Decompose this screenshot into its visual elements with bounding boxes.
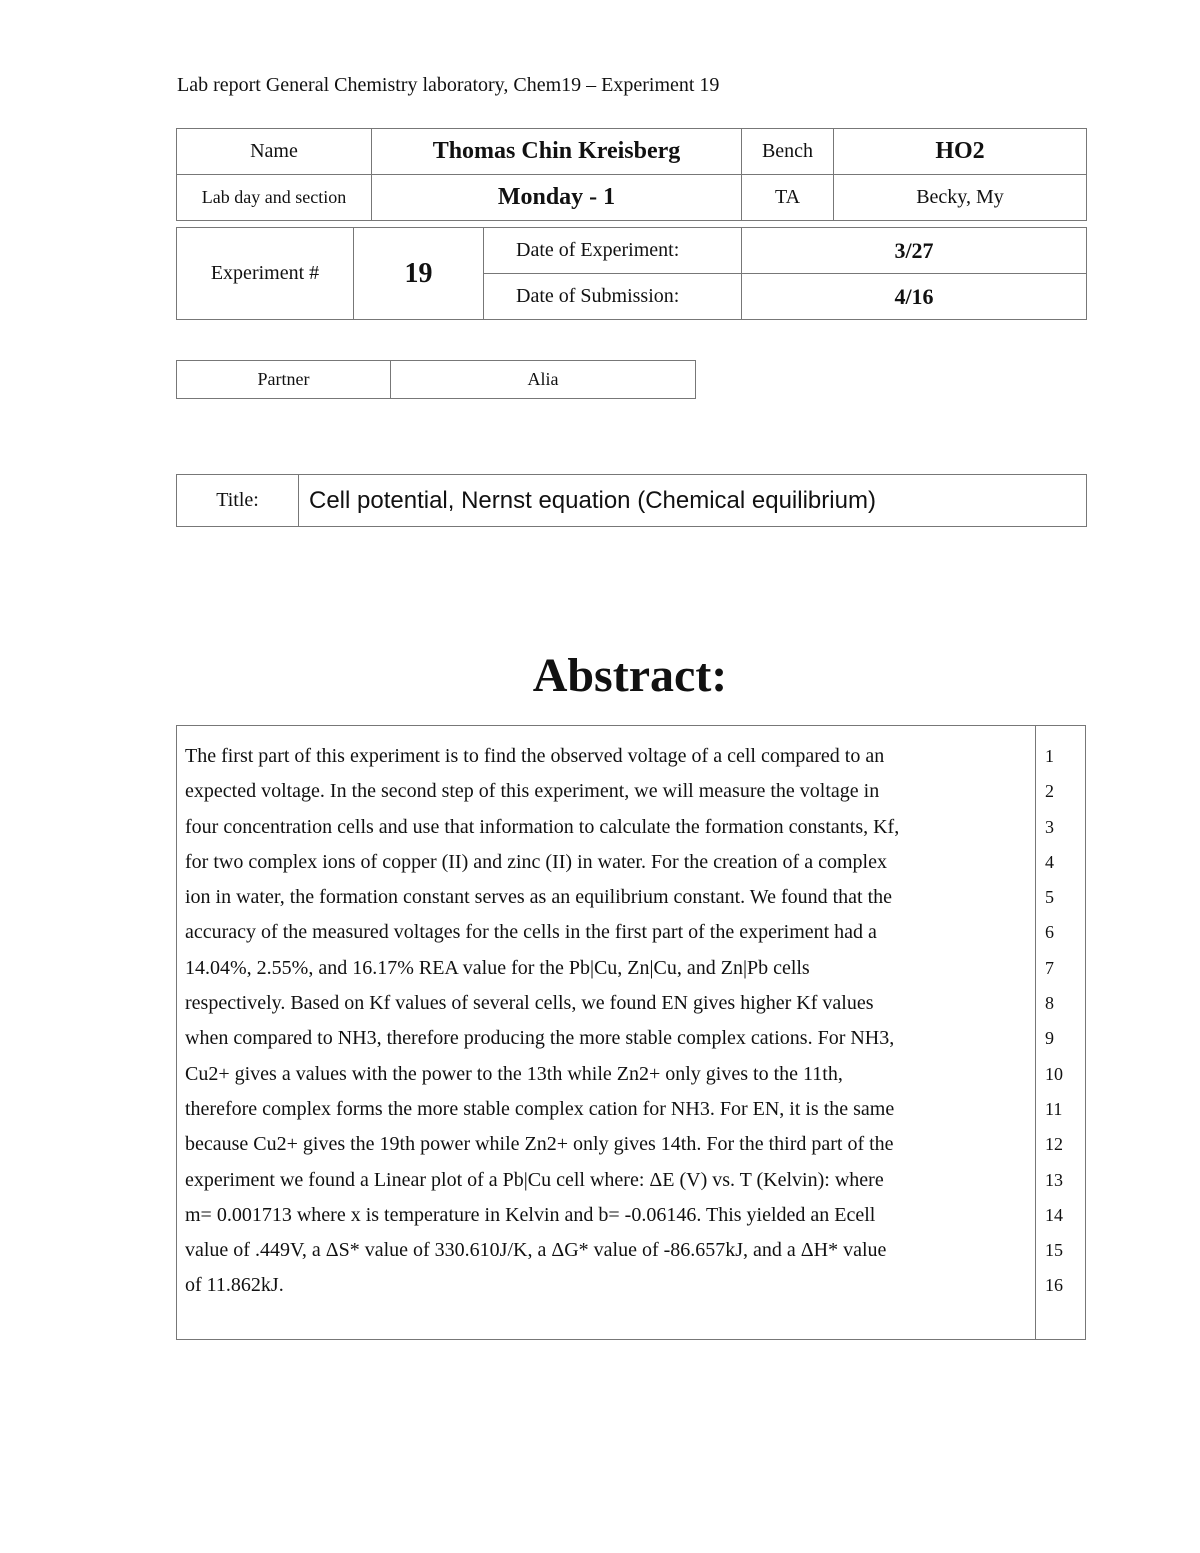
date-experiment-value: 3/27 [742,228,1087,274]
line-number: 12 [1045,1134,1063,1155]
line-number: 9 [1045,1028,1054,1049]
student-info-table [176,128,1087,221]
experiment-number-label: Experiment # [177,228,354,320]
line-number: 6 [1045,922,1054,943]
date-experiment-label: Date of Experiment: [484,228,742,274]
table-row [177,175,1087,221]
line-number: 7 [1045,957,1054,978]
line-number: 3 [1045,816,1054,837]
lab-day-value: Monday - 1 [372,175,742,221]
abstract-line: for two complex ions of copper (II) and zinc (II) in water. For the creation of a complex [185,850,887,873]
ta-label: TA [742,175,834,221]
line-number: 16 [1045,1275,1063,1296]
abstract-box [176,725,1086,1340]
abstract-line: m= 0.001713 where x is temperature in Kelvin and b= -0.06146. This yielded an Ecell [185,1203,876,1226]
title-label: Title: [177,475,299,527]
abstract-line: experiment we found a Linear plot of a Pb|Cu cell where: ΔE (V) vs. T (Kelvin): where [185,1168,884,1191]
line-number: 13 [1045,1169,1063,1190]
line-number: 2 [1045,781,1054,802]
bench-label: Bench [742,129,834,175]
abstract-line: because Cu2+ gives the 19th power while Zn2+ only gives 14th. For the third part of the [185,1133,894,1156]
line-number: 5 [1045,887,1054,908]
abstract-line: when compared to NH3, therefore producing the more stable complex cations. For NH3, [185,1027,895,1050]
partner-table [176,360,696,399]
table-row [177,129,1087,175]
report-header: Lab report General Chemistry laboratory, Chem19 – Experiment 19 [177,74,720,96]
table-row [177,228,1087,274]
name-value: Thomas Chin Kreisberg [372,129,742,175]
ta-value: Becky, My [834,175,1087,221]
abstract-line: The first part of this experiment is to find the observed voltage of a cell compared to an [185,745,885,767]
line-number: 1 [1045,746,1054,766]
abstract-heading: Abstract: [532,649,728,702]
abstract-line: Cu2+ gives a values with the power to the 13th while Zn2+ only gives to the 11th, [185,1062,843,1085]
abstract-line: therefore complex forms the more stable complex cation for NH3. For EN, it is the same [185,1097,895,1120]
title-table [176,474,1087,527]
line-number: 8 [1045,993,1054,1014]
lab-day-label: Lab day and section [177,175,372,221]
line-number: 14 [1045,1204,1063,1225]
abstract-line: 14.04%, 2.55%, and 16.17% REA value for the Pb|Cu, Zn|Cu, and Zn|Pb cells [185,956,810,979]
partner-label: Partner [177,361,391,399]
abstract-line: ion in water, the formation constant serves as an equilibrium constant. We found that the [185,886,893,909]
line-number: 15 [1045,1240,1063,1261]
line-number-divider [1035,726,1036,1339]
line-number: 11 [1045,1098,1063,1119]
abstract-line: expected voltage. In the second step of this experiment, we will measure the voltage in [185,780,880,803]
date-submission-label: Date of Submission: [484,274,742,320]
abstract-text [185,739,1025,1304]
line-numbers [1045,739,1085,1304]
abstract-line: respectively. Based on Kf values of several cells, we found EN gives higher Kf values [185,992,874,1015]
experiment-table [176,227,1087,320]
bench-value: HO2 [834,129,1087,175]
title-value: Cell potential, Nernst equation (Chemical equilibrium) [299,475,1087,527]
abstract-line: accuracy of the measured voltages for the cells in the first part of the experiment had a [185,921,877,944]
date-submission-value: 4/16 [742,274,1087,320]
line-number: 4 [1045,851,1054,872]
abstract-line: value of .449V, a ΔS* value of 330.610J/K, a ΔG* value of -86.657kJ, and a ΔH* value [185,1239,887,1262]
partner-value: Alia [391,361,696,399]
abstract-line: of 11.862kJ. [185,1274,284,1297]
name-label: Name [177,129,372,175]
table-row [177,475,1087,527]
experiment-number-value: 19 [354,228,484,320]
abstract-line: four concentration cells and use that information to calculate the formation constants, Kf, [185,815,900,838]
line-number: 10 [1045,1063,1063,1084]
table-row [177,361,696,399]
